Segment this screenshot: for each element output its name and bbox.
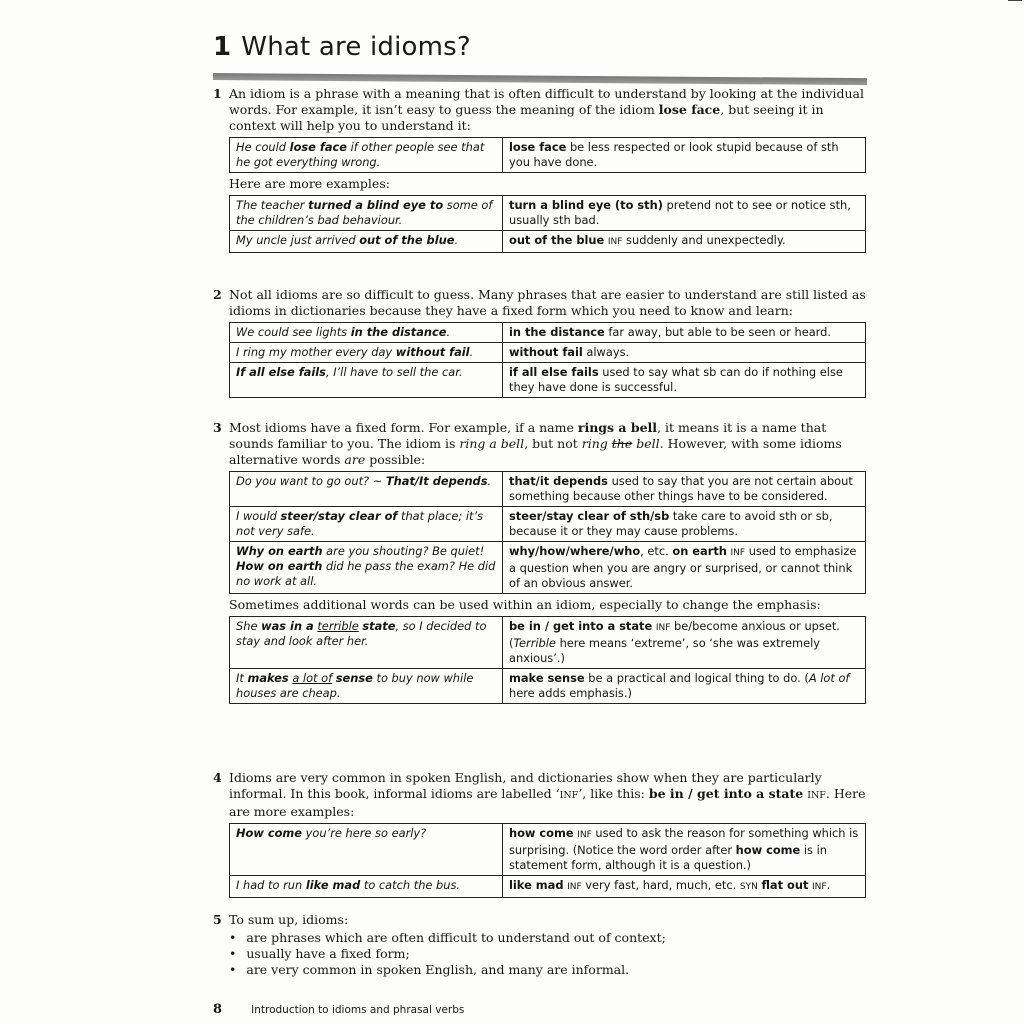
section-paragraph: An idiom is a phrase with a meaning that is often difficult to understand by looking at the individual words. For example, it isn’t easy to guess the meaning of the idiom lose face, but seeing it in context will help you to understand it: [229, 86, 864, 133]
table-row [230, 617, 866, 669]
unit-title: What are idioms? [241, 32, 471, 62]
table-row [230, 542, 866, 594]
example-sentence: Why on earth are you shouting? Be quiet! How on earth did he pass the exam? He did no work at all. [230, 542, 503, 594]
section-4 [213, 770, 868, 901]
section-3 [213, 420, 868, 707]
example-sentence: I had to run like mad to catch the bus. [230, 876, 503, 898]
title-rule [213, 73, 867, 85]
table-row [230, 507, 866, 542]
section-number: 4 [213, 770, 222, 785]
example-table [229, 616, 866, 704]
example-sentence: My uncle just arrived out of the blue. [230, 231, 503, 253]
table-row [230, 669, 866, 704]
example-sentence: I would steer/stay clear of that place; it’s not very safe. [230, 507, 503, 542]
section-paragraph: Most idioms have a fixed form. For example, if a name rings a bell, it means it is a name that sounds familiar to you. The idiom is ring a bell, but not ring the bell. However, with some idioms alternative words are possible: [229, 420, 842, 467]
section-2 [213, 287, 868, 401]
unit-number: 1 [213, 32, 232, 62]
table-row [230, 363, 866, 398]
example-sentence: He could lose face if other people see that he got everything wrong. [230, 138, 503, 173]
example-sentence: If all else fails, I’ll have to sell the car. [230, 363, 503, 398]
list-item: • are very common in spoken English, and many are informal. [229, 962, 868, 978]
idiom-definition: if all else fails used to say what sb can do if nothing else they have done is successful. [503, 363, 866, 398]
table-row [230, 824, 866, 876]
table-intro: Here are more examples: [229, 176, 390, 191]
table-row [230, 196, 866, 231]
summary-list [229, 930, 868, 978]
table-row [230, 343, 866, 363]
table-row [230, 876, 866, 898]
example-sentence: I ring my mother every day without fail. [230, 343, 503, 363]
idiom-definition: without fail always. [503, 343, 866, 363]
page-title [213, 32, 471, 62]
page-footer [213, 998, 464, 1017]
section-5 [213, 912, 868, 978]
idiom-definition: be in / get into a state INF be/become anxious or upset. (Terrible here means ‘extreme’, so ‘she was extremely anxious’.) [503, 617, 866, 669]
example-sentence: We could see lights in the distance. [230, 323, 503, 343]
section-paragraph: Idioms are very common in spoken English, and dictionaries show when they are particularly informal. In this book, informal idioms are labelled ‘INF’, like this: be in / get into a state INF. Here are more examples: [229, 770, 866, 819]
idiom-definition: in the distance far away, but able to be seen or heard. [503, 323, 866, 343]
idiom-definition: out of the blue INF suddenly and unexpectedly. [503, 231, 866, 253]
section-number: 1 [213, 86, 222, 101]
section-number: 5 [213, 912, 222, 927]
idiom-definition: lose face be less respected or look stupid because of sth you have done. [503, 138, 866, 173]
table-row [230, 231, 866, 253]
idiom-definition: why/how/where/who, etc. on earth INF used to emphasize a question when you are angry or surprised, or cannot think of an obvious answer. [503, 542, 866, 594]
table-row [230, 138, 866, 173]
example-sentence: How come you’re here so early? [230, 824, 503, 876]
idiom-definition: steer/stay clear of sth/sb take care to avoid sth or sb, because it or they may cause problems. [503, 507, 866, 542]
section-1 [213, 86, 868, 256]
table-row [230, 472, 866, 507]
table-intro: Sometimes additional words can be used within an idiom, especially to change the emphasis: [229, 597, 821, 612]
idiom-definition: like mad INF very fast, hard, much, etc. SYN flat out INF. [503, 876, 866, 898]
idiom-definition: make sense be a practical and logical thing to do. (A lot of here adds emphasis.) [503, 669, 866, 704]
page-number: 8 [213, 1002, 223, 1017]
section-paragraph: Not all idioms are so difficult to guess. Many phrases that are easier to understand are still listed as idioms in dictionaries because they have a fixed form which you need to know and learn: [229, 287, 866, 318]
section-paragraph: To sum up, idioms: [229, 912, 349, 927]
section-number: 2 [213, 287, 222, 302]
section-number: 3 [213, 420, 222, 435]
example-table [229, 137, 866, 173]
example-sentence: She was in a terrible state, so I decided to stay and look after her. [230, 617, 503, 669]
idiom-definition: that/it depends used to say that you are not certain about something because other things have to be considered. [503, 472, 866, 507]
example-table [229, 322, 866, 398]
idiom-definition: turn a blind eye (to sth) pretend not to see or notice sth, usually sth bad. [503, 196, 866, 231]
footer-text: Introduction to idioms and phrasal verbs [251, 1004, 465, 1016]
example-table [229, 195, 866, 253]
example-sentence: Do you want to go out? ~ That/It depends. [230, 472, 503, 507]
list-item: • usually have a fixed form; [229, 946, 868, 962]
example-table [229, 823, 866, 898]
idiom-definition: how come INF used to ask the reason for something which is surprising. (Notice the word order after how come is in statement form, although it is a question.) [503, 824, 866, 876]
example-table [229, 471, 866, 594]
example-sentence: It makes a lot of sense to buy now while houses are cheap. [230, 669, 503, 704]
example-sentence: The teacher turned a blind eye to some of the children’s bad behaviour. [230, 196, 503, 231]
corner-mark [1008, 0, 1022, 1]
list-item: • are phrases which are often difficult to understand out of context; [229, 930, 868, 946]
table-row [230, 323, 866, 343]
